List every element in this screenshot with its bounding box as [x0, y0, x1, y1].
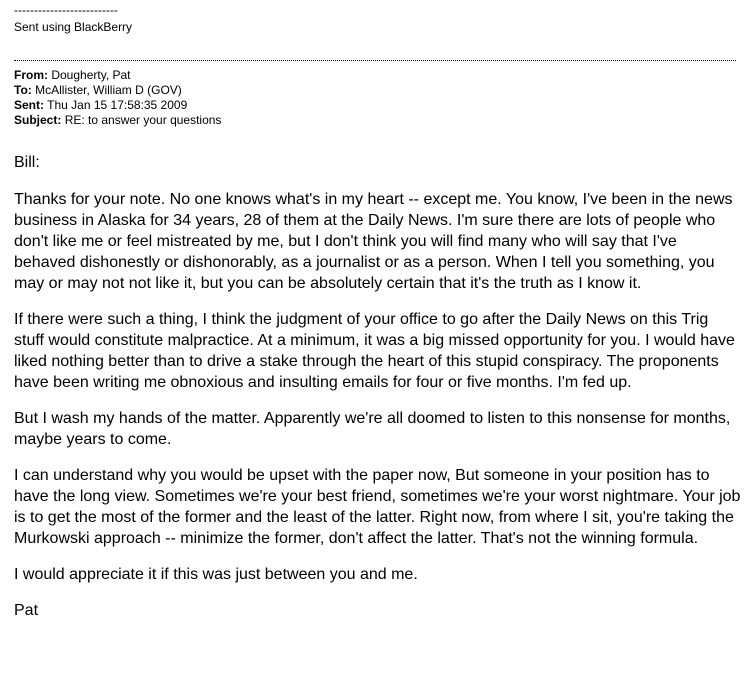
subject-row: Subject: RE: to answer your questions [14, 113, 222, 127]
email-header [14, 68, 221, 128]
to-label: To [14, 83, 28, 97]
sent-row: Sent: Thu Jan 15 17:58:35 2009 [14, 98, 188, 112]
signature: Pat [14, 602, 39, 619]
to-value: McAllister, William D (GOV) [35, 83, 182, 97]
body-paragraph: But I wash my hands of the matter. Apparently we're all doomed to listen to this nonsense for months, maybe years to come. [14, 410, 731, 448]
greeting: Bill: [14, 154, 40, 171]
body-paragraph: I would appreciate it if this was just between you and me. [14, 566, 418, 583]
subject-label: Subject [14, 113, 58, 127]
from-value: Dougherty, Pat [51, 68, 131, 82]
from-row: From: Dougherty, Pat [14, 68, 131, 82]
body-paragraph: Thanks for your note. No one knows what's in my heart -- except me. You know, I've been in the news business in Alaska for 34 years, 28 of them at the Daily News. I'm sure there are lots of people who don't like me or feel mistreated by me, but I don't think you will find many who will say that I've behaved dishonestly or dishonorably, as a journalist or as a person. When I tell you something, you may or may not not like it, but you can be absolutely certain that it's the truth as I know it. [14, 191, 733, 292]
sent-using-line: Sent using BlackBerry [14, 20, 133, 34]
to-row: To: McAllister, William D (GOV) [14, 83, 182, 97]
body-paragraph: I can understand why you would be upset with the paper now, But someone in your position has to have the long view. Sometimes we're your best friend, sometimes we're your worst nightmare. Your job is to get the most of the former and the least of the latter. Right now, from where I sit, you're taking the Murkowski approach -- minimize the former, don't affect the latter. That's not the winning formula. [14, 467, 741, 547]
subject-value: RE: to answer your questions [64, 113, 222, 127]
sent-label: Sent [14, 98, 41, 112]
sent-value: Thu Jan 15 17:58:35 2009 [47, 98, 188, 112]
body-paragraph: If there were such a thing, I think the judgment of your office to go after the Daily News on this Trig stuff would constitute malpractice. At a minimum, it was a big missed opportunity for you. I would have liked nothing better than to drive a stake through the heart of this stupid conspiracy. The proponents have been writing me obnoxious and insulting emails for four or five months. I'm fed up. [14, 311, 735, 391]
forward-separator: -------------------------- [14, 3, 118, 17]
header-divider [14, 60, 736, 61]
email-body [14, 152, 742, 636]
from-label: From [14, 68, 44, 82]
